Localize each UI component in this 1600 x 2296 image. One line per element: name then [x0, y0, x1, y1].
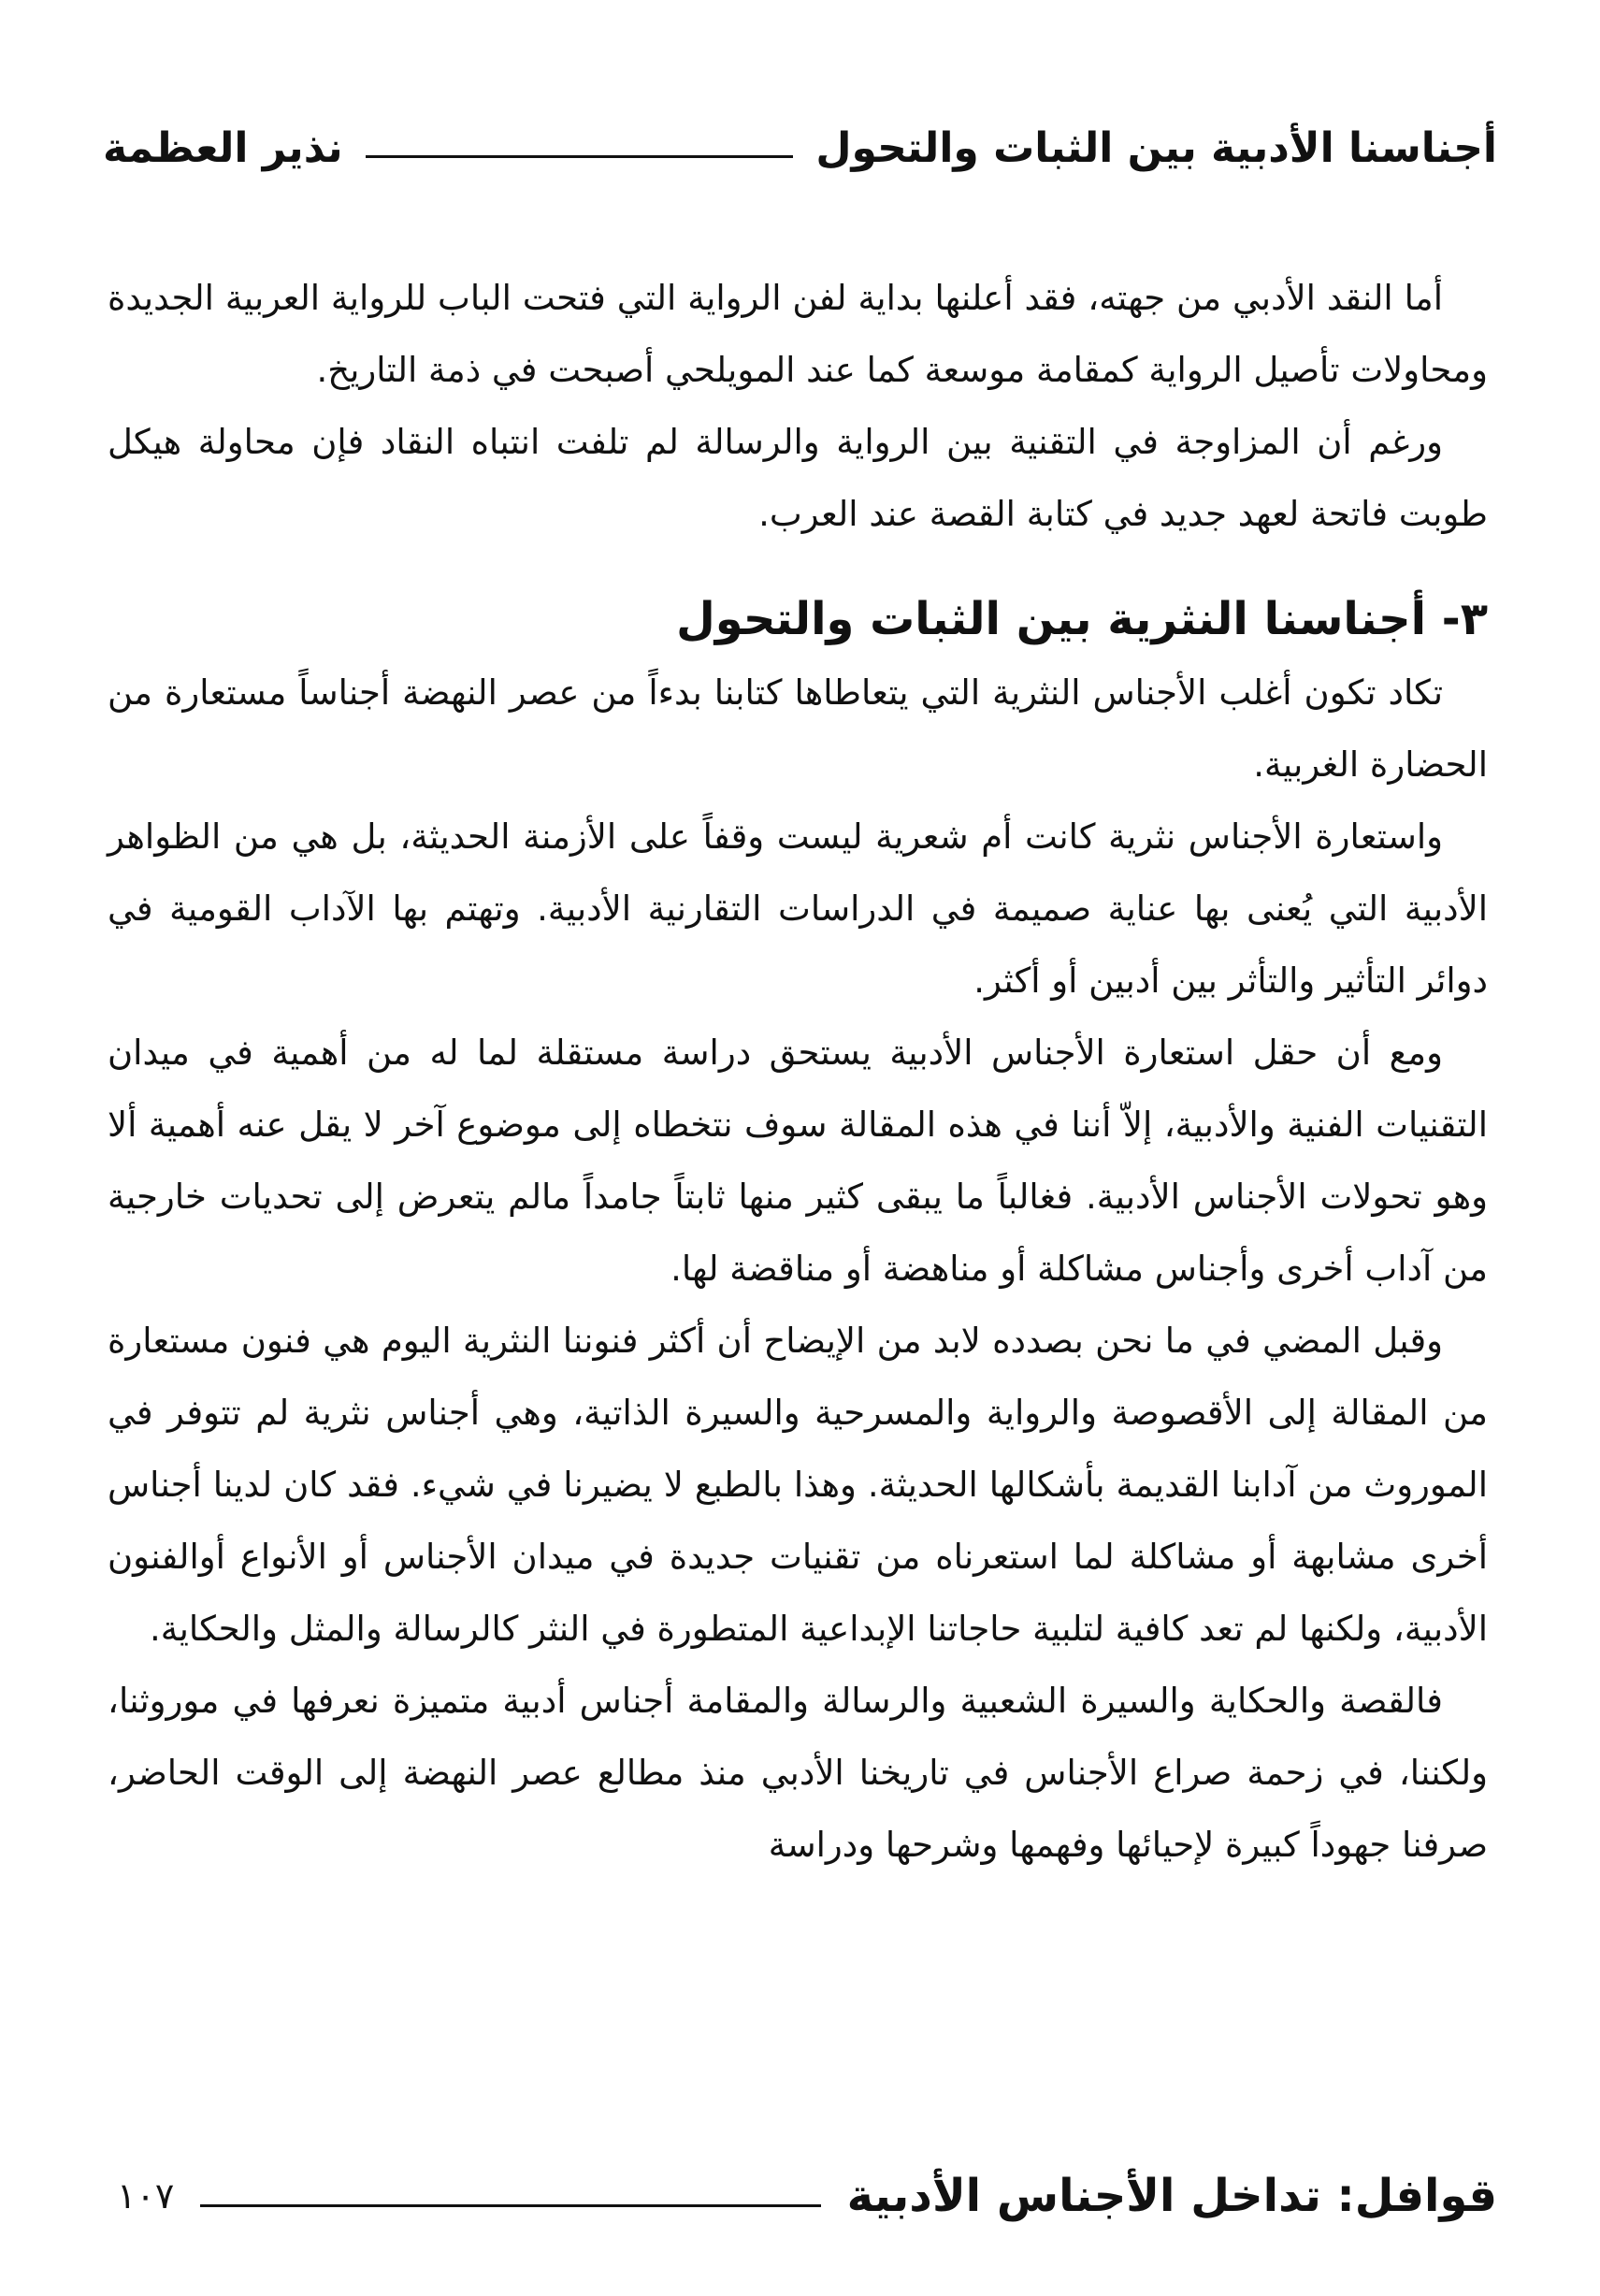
intro-paragraph-1: أما النقد الأدبي من جهته، فقد أعلنها بداية لفن الرواية التي فتحت الباب للرواية العربية الجديدة ومحاولات تأصيل الرواية كمقامة موسعة كما عند المويلحي أصبحت في ذمة التاريخ.	[108, 278, 1488, 390]
author-name: نذير العظمة	[103, 123, 343, 172]
page-body	[108, 262, 1488, 1881]
section-paragraph-2: واستعارة الأجناس نثرية كانت أم شعرية ليست وقفاً على الأزمنة الحديثة، بل هي من الظواهر الأدبية التي يُعنى بها عناية صميمة في الدراسات التقارنية الأدبية. وتهتم بها الآداب القومية في دوائر التأثير والتأثر بين أدبين أو أكثر.	[108, 816, 1488, 1001]
intro-paragraph-2: ورغم أن المزاوجة في التقنية بين الرواية والرسالة لم تلفت انتباه النقاد فإن محاولة هيكل طوبت فاتحة لعهد جديد في كتابة القصة عند العرب.	[108, 422, 1488, 534]
book-title: أجناسنا الأدبية بين الثبات والتحول	[815, 123, 1497, 172]
header-rule	[366, 155, 794, 158]
section-paragraph-1: تكاد تكون أغلب الأجناس النثرية التي يتعاطاها كتابنا بدءاً من عصر النهضة أجناساً مستعارة من الحضارة الغربية.	[108, 672, 1488, 785]
journal-title: قوافل: تداخل الأجناس الأدبية	[846, 2170, 1497, 2222]
section-paragraph-5: فالقصة والحكاية والسيرة الشعبية والرسالة والمقامة أجناس أدبية متميزة نعرفها في موروثنا، ولكننا، في زحمة صراع الأجناس في تاريخنا الأدبي منذ مطالع عصر النهضة إلى الوقت الحاضر، صرفنا جهوداً كبيرة لإحيائها وفهمها وشرحها ودراسة	[108, 1681, 1488, 1865]
page-number: ١٠٧	[117, 2175, 175, 2217]
footer-rule	[200, 2204, 820, 2207]
running-header	[103, 120, 1497, 176]
section-paragraph-4: وقبل المضي في ما نحن بصدده لابد من الإيضاح أن أكثر فنوننا النثرية اليوم هي فنون مستعارة من المقالة إلى الأقصوصة والرواية والمسرحية والسيرة الذاتية، وهي أجناس نثرية لم تتوفر في الموروث من آدابنا القديمة بأشكالها الحديثة. وهذا بالطبع لا يضيرنا في شيء. فقد كان لدينا أجناس أخرى مشابهة أو مشاكلة لما استعرناه من تقنيات جديدة في ميدان الأجناس أو الأنواع أوالفنون الأدبية، ولكنها لم تعد كافية لتلبية حاجاتنا الإبداعية المتطورة في النثر كالرسالة والمثل والحكاية.	[108, 1321, 1488, 1649]
section-heading: ٣- أجناسنا النثرية بين الثبات والتحول	[676, 593, 1488, 645]
running-footer	[117, 2168, 1497, 2224]
section-paragraph-3: ومع أن حقل استعارة الأجناس الأدبية يستحق دراسة مستقلة لما له من أهمية في ميدان التقنيات الفنية والأدبية، إلاّ أننا في هذه المقالة سوف نتخطاه إلى موضوع آخر لا يقل عنه أهمية ألا وهو تحولات الأجناس الأدبية. فغالباً ما يبقى كثير منها ثابتاً جامداً مالم يتعرض إلى تحديات خارجية من آداب أخرى وأجناس مشاكلة أو مناهضة أو مناقضة لها.	[108, 1032, 1488, 1289]
